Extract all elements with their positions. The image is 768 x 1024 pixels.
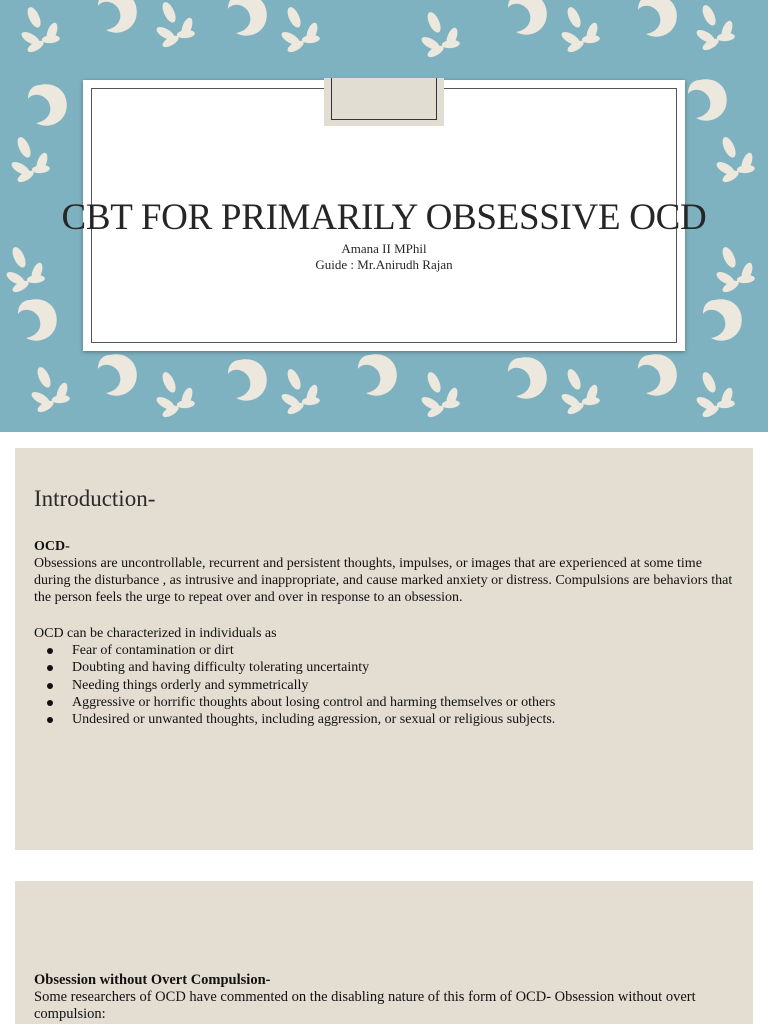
presentation-title: CBT FOR PRIMARILY OBSESSIVE OCD xyxy=(61,197,707,238)
ocd-label: OCD- xyxy=(34,539,70,554)
title-card xyxy=(61,80,707,351)
presenter-name: Amana II MPhil xyxy=(341,241,427,256)
list-item: Fear of contamination or dirt xyxy=(72,642,737,659)
obsession-text: Some researchers of OCD have commented on the disabling nature of this form of OCD- Obsession without overt compulsion: xyxy=(34,989,696,1022)
ocd-definition-text: Obsessions are uncontrollable, recurrent and persistent thoughts, impulses, or images that are experienced at some time during the disturbance , as intrusive and inappropriate, and cause marked anxiety or distress. Compulsions are behaviors that the person feels the urge to repeat over and over in response to an obsession. xyxy=(34,556,733,605)
title-card-tab xyxy=(324,78,444,126)
obsession-slide xyxy=(15,881,753,1024)
title-card-tab-inner xyxy=(331,78,437,120)
list-item: Undesired or unwanted thoughts, including aggression, or sexual or religious subjects. xyxy=(72,711,737,728)
obsession-heading: Obsession without Overt Compulsion- xyxy=(34,972,271,988)
characteristics-list xyxy=(34,642,737,728)
list-item: Needing things orderly and symmetrically xyxy=(72,677,737,694)
obsession-block xyxy=(34,972,737,1023)
ocd-characteristics-block xyxy=(34,625,737,728)
list-item: Aggressive or horrific thoughts about losing control and harming themselves or others xyxy=(72,694,737,711)
list-item: Doubting and having difficulty tolerating uncertainty xyxy=(72,659,737,676)
ocd-definition-block xyxy=(34,538,737,606)
characteristics-intro: OCD can be characterized in individuals as xyxy=(34,626,277,641)
guide-name: Guide : Mr.Anirudh Rajan xyxy=(315,257,453,272)
introduction-heading: Introduction- xyxy=(34,486,156,511)
title-slide xyxy=(0,0,768,432)
introduction-slide xyxy=(15,448,753,850)
